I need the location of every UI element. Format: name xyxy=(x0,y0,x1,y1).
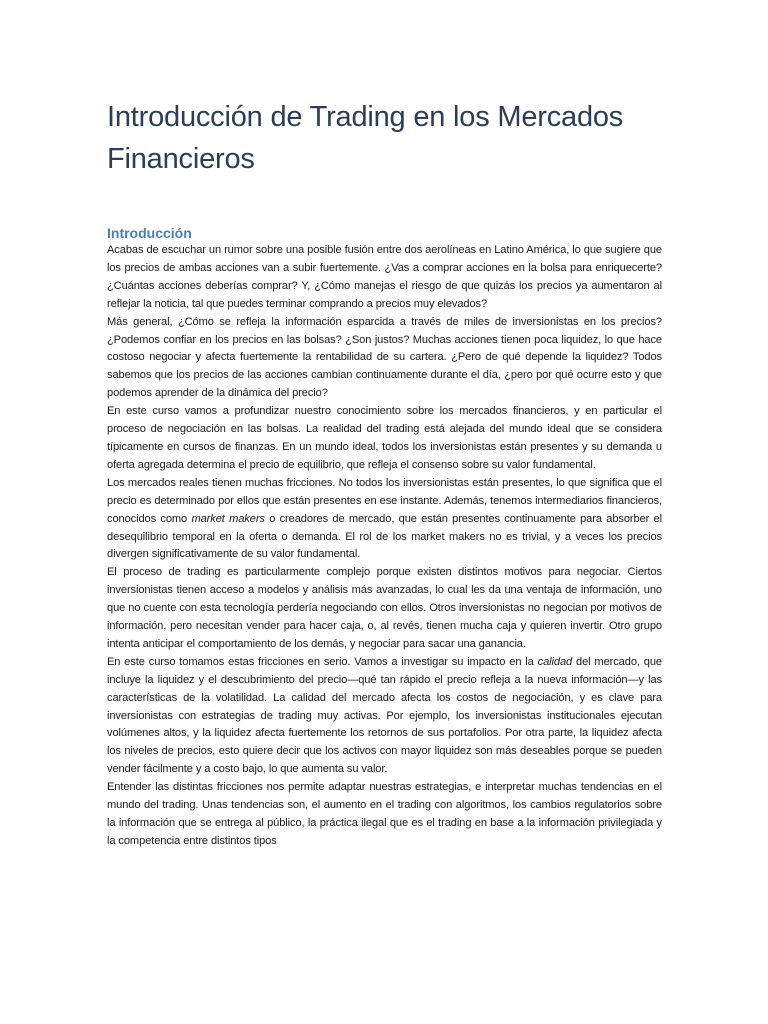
paragraph-text: o creadores de mercado, que están presentes continuamente para absorber el desequilibrio temporal en la oferta o demanda. El rol de los market makers no es trivial, y a veces los precios divergen significativamente de su valor fundamental. xyxy=(107,512,662,561)
document-title: Introducción de Trading en los Mercados Financieros xyxy=(107,101,624,175)
emphasized-term: market makers xyxy=(191,512,265,525)
body-text xyxy=(107,242,662,851)
paragraph-text: Acabas de escuchar un rumor sobre una posible fusión entre dos aerolíneas en Latino América, lo que sugiere que los precios de ambas acciones van a subir fuertemente. ¿Vas a comprar acciones en la bolsa para enriquecerte? ¿Cuántas acciones deberías comprar? Y, ¿Cómo manejas el riesgo de que quizás los precios ya aumentaron al reflejar la noticia, tal que puedes terminar comprando a precios muy elevados? xyxy=(107,244,662,310)
body-paragraph xyxy=(107,564,662,654)
section-heading: Introducción xyxy=(107,225,192,241)
paragraph-text: En este curso vamos a profundizar nuestro conocimiento sobre los mercados financieros, y en particular el proceso de negociación en las bolsas. La realidad del trading está alejada del mundo ideal que se considera típicamente en cursos de finanzas. En un mundo ideal, todos los inversionistas están presentes y su demanda u oferta agregada determina el precio de equilibrio, que refleja el consenso sobre su valor fundamental. xyxy=(107,405,662,471)
paragraph-text: Entender las distintas fricciones nos permite adaptar nuestras estrategias, e interpretar muchas tendencias en el mundo del trading. Unas tendencias son, el aumento en el trading con algoritmos, los cambios regulatorios sobre la información que se entrega al público, la práctica ilegal que es el trading en base a la información privilegiada y la competencia entre distintos tipos xyxy=(107,781,662,847)
paragraph-text: En este curso tomamos estas fricciones en serio. Vamos a investigar su impacto en la xyxy=(107,655,538,668)
body-paragraph xyxy=(107,242,662,314)
paragraph-text: El proceso de trading es particularmente complejo porque existen distintos motivos para negociar. Ciertos inversionistas tienen acceso a modelos y análisis más avanzadas, lo cual les da una ventaja de información, uno que no cuente con esta tecnología perdería negociando con ellos. Otros inversionistas no negocian por motivos de información, pero necesitan vender para hacer caja, o, al revés, tienen mucha caja y quieren invertir. Otro grupo intenta anticipar el comportamiento de los demás, y negociar para sacar una ganancia. xyxy=(107,566,662,650)
body-paragraph xyxy=(107,475,662,565)
paragraph-text: del mercado, que incluye la liquidez y el descubrimiento del precio—qué tan rápido el precio refleja a la nueva información—y las características de la volatilidad. La calidad del mercado afecta los costos de negociación, y es clave para inversionistas con estrategias de trading muy activas. Por ejemplo, los inversionistas institucionales ejecutan volúmenes altos, y la liquidez afecta fuertemente los retornos de sus portafolios. Por otra parte, la liquidez afecta los niveles de precios, esto quiere decir que los activos con mayor liquidez son más deseables porque se pueden vender fácilmente y a costo bajo, lo que aumenta su valor. xyxy=(107,655,662,776)
body-paragraph xyxy=(107,654,662,779)
paragraph-text: Los mercados reales tienen muchas fricciones. No todos los inversionistas están presentes, lo que significa que el precio es determinado por ellos que están presentes en ese instante. Además, tenemos intermediarios financieros, conocidos como xyxy=(107,476,662,525)
emphasized-term: calidad xyxy=(537,655,573,668)
body-paragraph xyxy=(107,314,662,404)
document-page xyxy=(107,96,662,851)
body-paragraph xyxy=(107,779,662,851)
paragraph-text: Más general, ¿Cómo se refleja la información esparcida a través de miles de inversionistas en los precios? ¿Podemos confiar en los precios en las bolsas? ¿Son justos? Muchas acciones tienen poca liquidez, lo que hace costoso negociar y afecta fuertemente la rentabilidad de su cartera. ¿Pero de qué depende la liquidez? Todos sabemos que los precios de las acciones cambian continuamente durante el día, ¿pero por qué ocurre esto y que podemos aprender de la dinámica del precio? xyxy=(107,315,662,400)
body-paragraph xyxy=(107,403,662,475)
